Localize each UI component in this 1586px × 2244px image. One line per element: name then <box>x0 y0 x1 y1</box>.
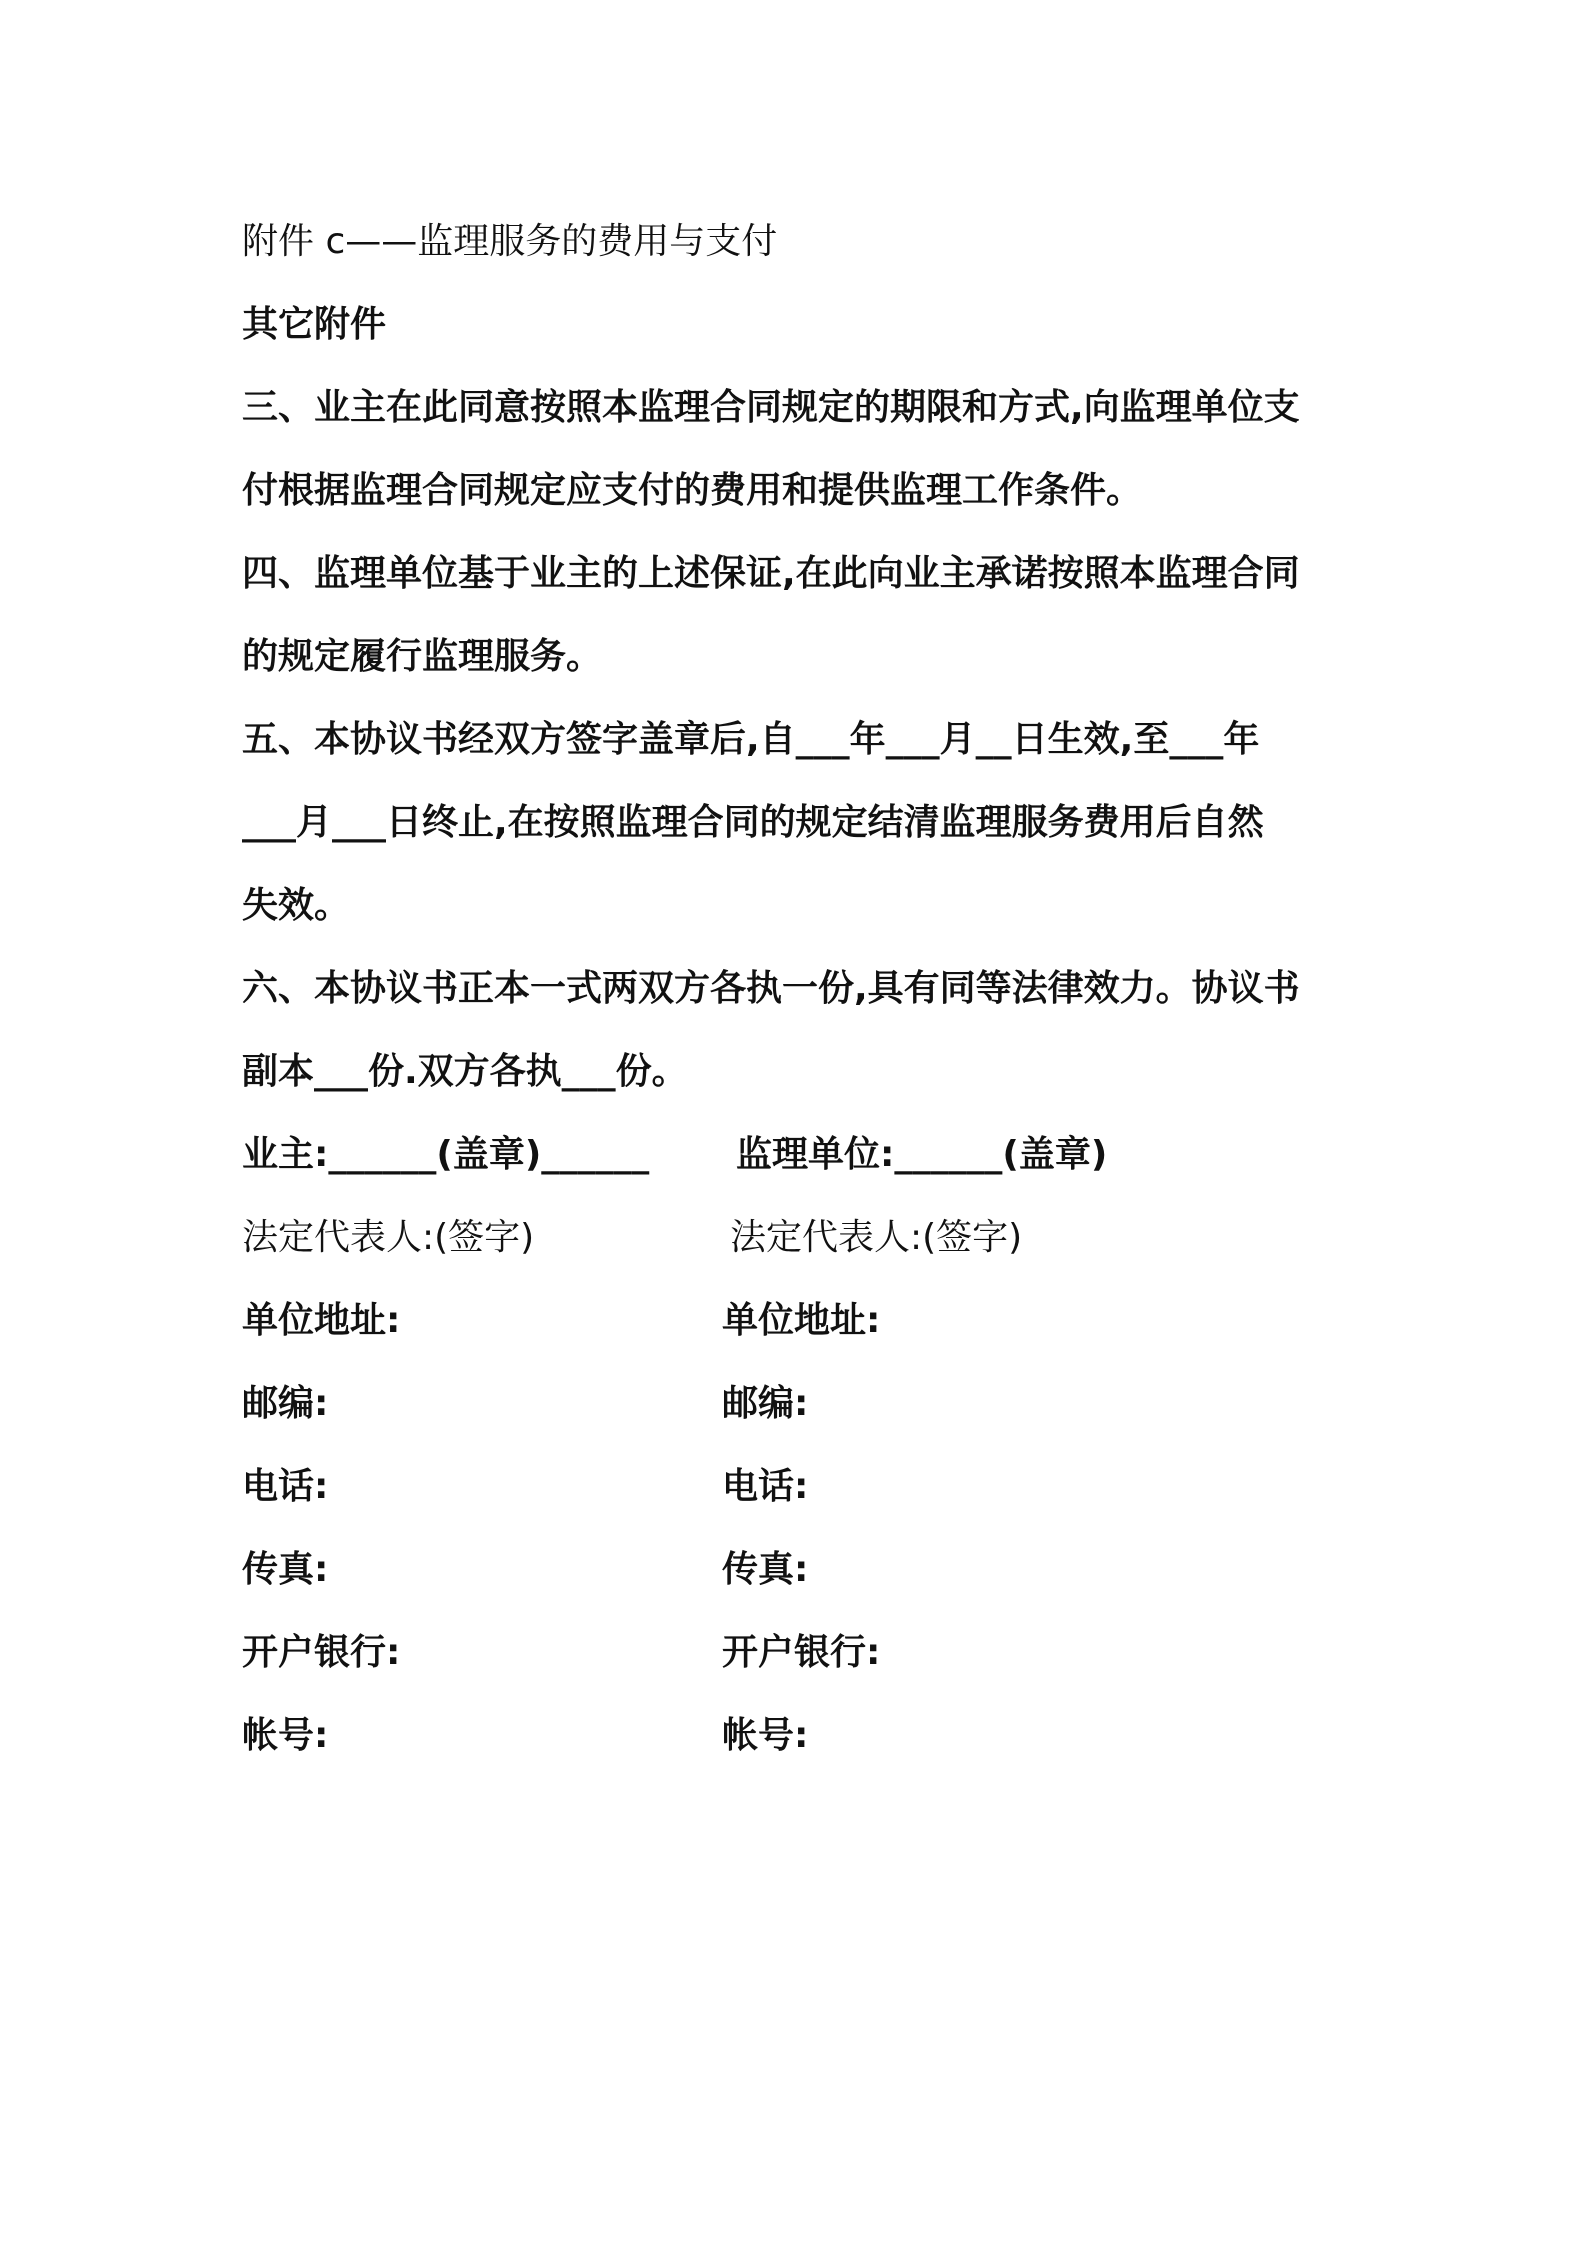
clause-four-line-1: 四、监理单位基于业主的上述保证,在此向业主承诺按照本监理合同 <box>242 553 1300 594</box>
owner-account-field: 帐号: <box>242 1715 329 1756</box>
owner-phone-field: 电话: <box>242 1466 329 1507</box>
clause-five-line-3: 失效。 <box>242 885 351 926</box>
clause-four-line-2: 的规定履行监理服务。 <box>242 636 603 677</box>
clause-three-line-1: 三、业主在此同意按照本监理合同规定的期限和方式,向监理单位支 <box>242 387 1300 428</box>
supervisor-seal-field: 监理单位:______(盖章) <box>736 1134 1108 1175</box>
clause-six-line-1: 六、本协议书正本一式两双方各执一份,具有同等法律效力。协议书 <box>242 968 1300 1009</box>
signature-row-representative <box>242 1196 1362 1279</box>
owner-bank-field: 开户银行: <box>242 1632 401 1673</box>
owner-fax-field: 传真: <box>242 1549 329 1590</box>
owner-seal-field: 业主:______(盖章)______ <box>242 1134 650 1175</box>
owner-representative-field: 法定代表人:(签字) <box>242 1217 535 1258</box>
supervisor-representative-field: 法定代表人:(签字) <box>730 1217 1023 1258</box>
supervisor-account-field: 帐号: <box>722 1715 809 1756</box>
signature-row-fax <box>242 1528 1362 1611</box>
other-attachments: 其它附件 <box>242 304 387 345</box>
attachment-c-title: 附件 c——监理服务的费用与支付 <box>242 221 778 262</box>
supervisor-address-field: 单位地址: <box>722 1300 881 1341</box>
clause-five-line-2: ___月___日终止,在按照监理合同的规定结清监理服务费用后自然 <box>242 802 1264 843</box>
supervisor-postcode-field: 邮编: <box>722 1383 809 1424</box>
clause-six-line-2: 副本___份.双方各执___份。 <box>242 1051 688 1092</box>
document-body <box>242 200 1362 1777</box>
supervisor-fax-field: 传真: <box>722 1549 809 1590</box>
signature-row-account <box>242 1694 1362 1777</box>
signature-row-phone <box>242 1445 1362 1528</box>
owner-postcode-field: 邮编: <box>242 1383 329 1424</box>
supervisor-bank-field: 开户银行: <box>722 1632 881 1673</box>
clause-three-line-2: 付根据监理合同规定应支付的费用和提供监理工作条件。 <box>242 470 1143 511</box>
supervisor-phone-field: 电话: <box>722 1466 809 1507</box>
signature-row-address <box>242 1279 1362 1362</box>
signature-row-bank <box>242 1611 1362 1694</box>
signature-row-postcode <box>242 1362 1362 1445</box>
owner-address-field: 单位地址: <box>242 1300 401 1341</box>
clause-five-line-1: 五、本协议书经双方签字盖章后,自___年___月__日生效,至___年 <box>242 719 1260 760</box>
signature-row-owner <box>242 1113 1362 1196</box>
